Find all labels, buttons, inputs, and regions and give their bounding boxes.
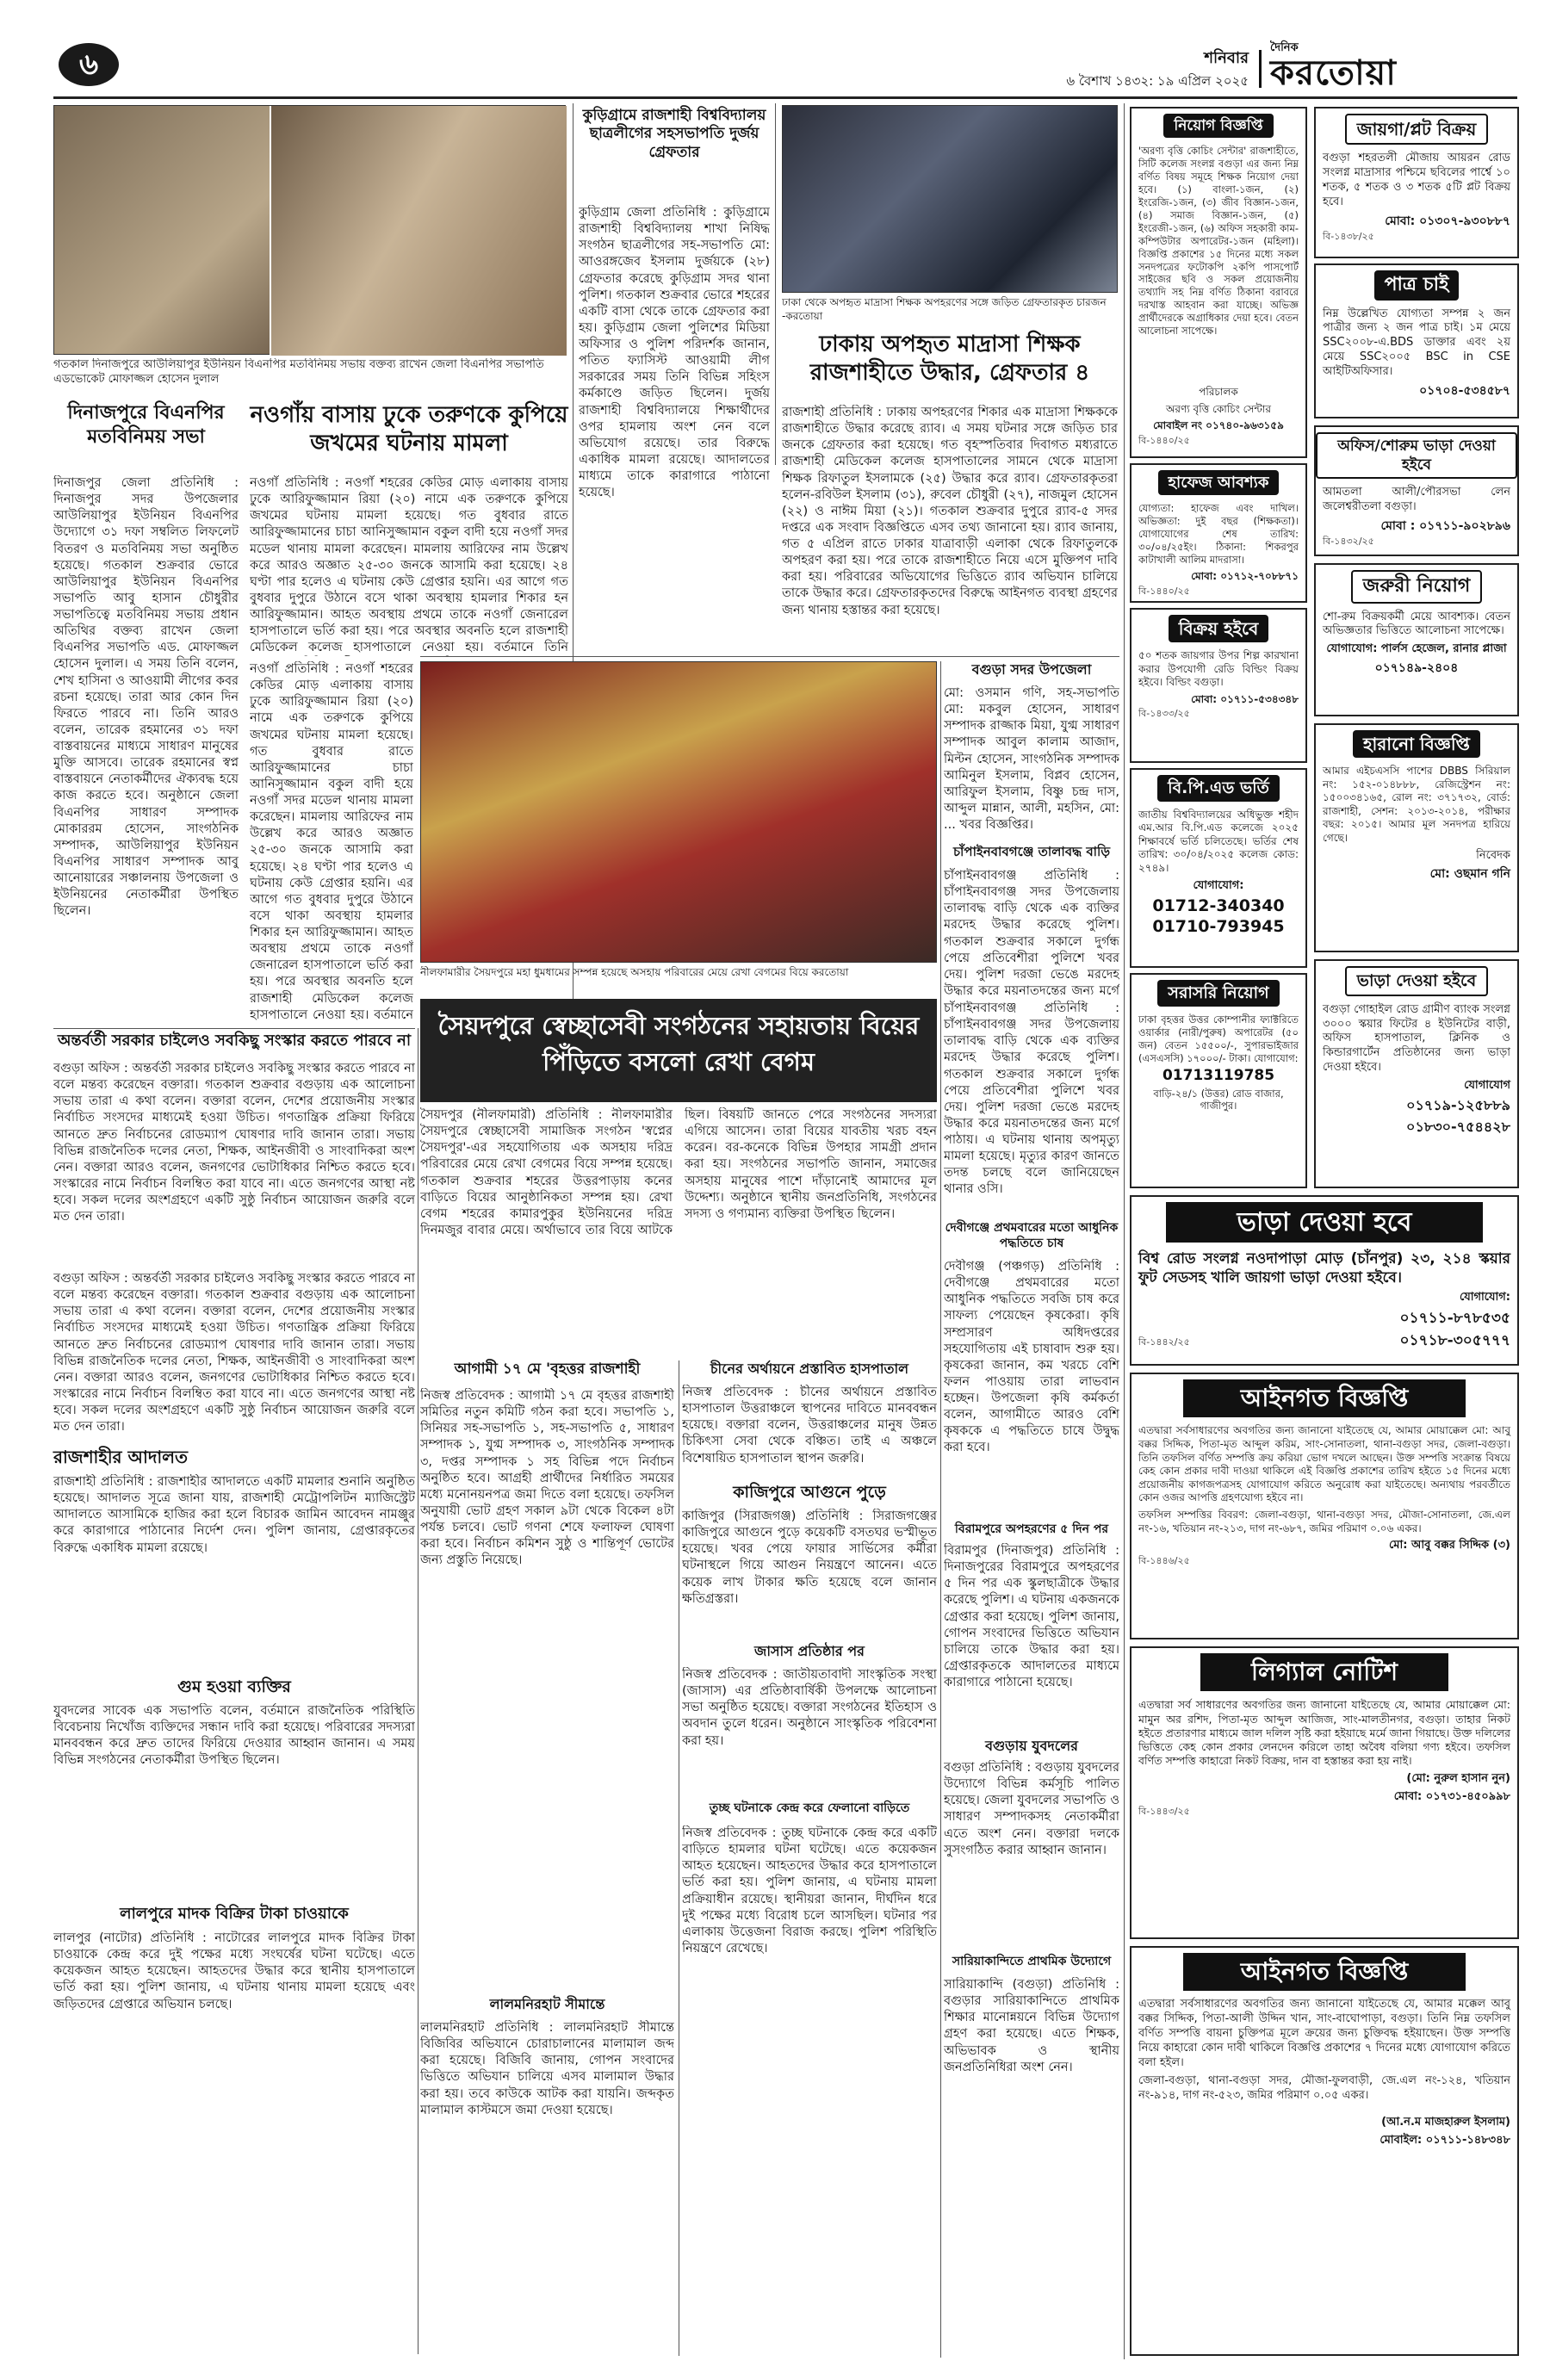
ad-jayga-body: বগুড়া শহরতলী মৌজায় আয়রন রোড সংলগ্ন মাদ্রাসার পশ্চিমে ছবিলের পার্শ্বে ১০ শতক, ৫ শতক ও ৩ শতক ৫টি প্লট বিক্রয় হবে। <box>1323 152 1510 208</box>
madrasa-headline: ঢাকায় অপহৃত মাদ্রাসা শিক্ষক রাজশাহীতে উদ্ধার, গ্রেফতার ৪ <box>809 332 1090 386</box>
wedding-headline-banner <box>420 999 937 1102</box>
chapai-headline: চাঁপাইনবাবগঞ্জে তালাবদ্ধ বাড়ি <box>952 844 1111 859</box>
interim-body-cont <box>53 1271 415 1443</box>
jasas-body: নিজস্ব প্রতিবেদক : জাতীয়তাবাদী সাংস্কৃতিক সংস্থা (জাসাস) এর প্রতিষ্ঠাবার্ষিকী উপলক্ষে আলোচনা সভা অনুষ্ঠিত হয়েছে। বক্তারা সংগঠনের ইতিহাস ও অবদান তুলে ধরেন। অনুষ্ঠানে সাংস্কৃতিক পরিবেশনা করা হয়। <box>682 1668 937 1748</box>
ad-bhara1-title: ভাড়া দেওয়া হইবে <box>1345 966 1488 996</box>
ad-bped-title: বি.পি.এড ভর্তি <box>1157 775 1280 802</box>
ad-legal-title: লিগ্যাল নোটিশ <box>1250 1658 1398 1686</box>
rajshahi-rally-headline: আগামী ১৭ মে 'বৃহত্তর রাজশাহী <box>454 1360 641 1378</box>
ad-bhara1 <box>1314 959 1519 1188</box>
ad-bped-contact: যোগাযোগ: <box>1193 878 1244 892</box>
ad-bped-phone2: 01710-793945 <box>1152 917 1285 937</box>
rajshahi-court-body: রাজশাহী প্রতিনিধি : রাজশাহীর আদালতে একটি মামলার শুনানি অনুষ্ঠিত হয়েছে। আদালত সূত্রে জানা যায়, রাজশাহী মেট্রোপলিটন ম্যাজিস্ট্রেট আদালতে আসামিকে হাজির করা হলে বিচারক জামিন আবেদন নামঞ্জুর করে কারাগারে পাঠানোর নির্দেশ দেন। পুলিশ জানায়, গ্রেপ্তারকৃতের বিরুদ্ধে একাধিক মামলা রয়েছে। <box>53 1475 415 1555</box>
ad-bhara2-body: বিশ্ব রোড সংলগ্ন নওদাপাড়া মোড় (চাঁনপুর) ২৩, ২১৪ স্কয়ার ফুট সেডসহ খালি জায়গা ভাড়া দেওয়া হইবে। <box>1138 1250 1510 1287</box>
madrasa-photo-caption: ঢাকা থেকে অপহৃত মাদ্রাসা শিক্ষক অপহরণের সঙ্গে জড়িত গ্রেফতারকৃত চারজন -করতোয়া <box>782 296 1107 322</box>
ad-bhara1-phone: ০১৭১৯-১২৫৮৮৯ <box>1406 1097 1510 1114</box>
bogura-sadar-headline: বগুড়া সদর উপজেলা <box>971 661 1092 678</box>
paper-logo-small: দৈনিক <box>1270 41 1299 54</box>
bogura-youth-headline: বগুড়ায় যুবদলের <box>985 1738 1078 1754</box>
ad-harano-contact: নিবেদক <box>1476 848 1510 862</box>
ad-sorasori-address: বাড়ি-২৪/১ (উত্তর) রোড বাজার, গাজীপুর। <box>1153 1087 1284 1113</box>
masthead-divider <box>1259 50 1262 88</box>
ad-sorasori-body: ঢাকা বৃহত্তর উত্তর কোম্পানীর ফ্যাক্টরিতে ওয়ার্কার (নারী/পুরুষ) অপারেটর (৫০ জন) বেতন ১৫৫০০/-, সুপারভাইজার (এসএসসি) ১৭০০০/- টাকা। যোগাযোগ: <box>1138 1013 1299 1064</box>
ad-office-code: বি-১৪৩২/২৫ <box>1323 536 1374 548</box>
missing-body: যুবদলের সাবেক এক সভাপতি বলেন, বর্তমানে রাজনৈতিক পরিস্থিতি বিবেচনায় নিখোঁজ ব্যক্তিদের সন্ধান দাবি করা হয়েছে। পরিবারের সদস্যরা মানববন্ধন করে দ্রুত তাদের ফিরিয়ে দেওয়ার আহ্বান জানান। এ সময় বিভিন্ন সংগঠনের নেতাকর্মীরা উপস্থিত ছিলেন। <box>53 1704 415 1768</box>
ad-office-phone: মোবা : ০১৭১১-৯০২৮৯৬ <box>1380 518 1510 533</box>
interim-body: বগুড়া অফিস : অন্তর্বর্তী সরকার চাইলেও সবকিছু সংস্কার করতে পারবে না বলে মন্তব্য করেছেন বক্তারা। গতকাল শুক্রবার বগুড়ায় এক আলোচনা সভায় তারা এ কথা বলেন। বক্তারা বলেন, দেশের প্রয়োজনীয় সংস্কার নির্বাচিত সংসদের মাধ্যমেই হওয়া উচিত। গণতান্ত্রিক প্রক্রিয়া ফিরিয়ে আনতে দ্রুত নির্বাচনের রোডম্যাপ ঘোষণার দাবি জানান তারা। সভায় বিভিন্ন রাজনৈতিক দলের নেতা, শিক্ষক, আইনজীবী ও সাংবাদিকরা অংশ নেন। বক্তারা আরও বলেন, জনগণের ভোটাধিকার নিশ্চিত করতে হবে। সংস্কারের নামে নির্বাচন বিলম্বিত করা যাবে না। এতে জনগণের আস্থা নষ্ট হবে। সকল দলের অংশগ্রহণে একটি সুষ্ঠু নির্বাচন আয়োজন জরুরি বলে মত দেন তারা। <box>53 1062 415 1224</box>
ad-niyog <box>1130 107 1307 458</box>
ad-patro-phone: ০১৭০৪-৫৩৪৫৮৭ <box>1419 384 1510 399</box>
ad-niyog-phone: মোবাইল নং ০১৭৪০-৯৬৩১৫৯ <box>1153 419 1284 432</box>
ad-niyog-body: 'অরণ্য বৃত্তি কোচিং সেন্টার' রাজশাহীতে, সিটি কলেজ সংলগ্ন বগুড়া এর জন্য নিম্ন বর্ণিত বিষয় সমূহে শিক্ষক নিয়োগ দেয়া হবে। (১) বাংলা-১জন, (২) ইংরেজি-১জন, (৩) জীব বিজ্ঞান-১জন, (৪) সমাজ বিজ্ঞান-১জন, (৫) ইংরেজী-১জন, (৬) অফিস সহকারী কাম-কম্পিউটার অপারেটর-১জন (মহিলা)। বিজ্ঞপ্তি প্রকাশের ১৫ দিনের মধ্যে সকল সনদপত্রের ফটোকপি ২কপি পাসপোর্ট সাইজের ছবি ও সকল প্রয়োজনীয় তথ্যাদি সহ নিম্ন বর্ণিত ঠিকানা বরাবরে দরখাস্ত আহবান করা যাচ্ছে। অভিজ্ঞ প্রার্থীদেরকে অগ্রাধিকার দেয়া হবে। বেতন আলোচনা সাপেক্ষে। <box>1138 145 1299 338</box>
paper-logo-name: করতোয়া <box>1270 53 1397 93</box>
birampur-headline: বিরামপুরে অপহরণের ৫ দিন পর <box>954 1522 1109 1536</box>
rajshahi-rally-body: নিজস্ব প্রতিবেদক : আগামী ১৭ মে বৃহত্তর রাজশাহী সমিতির নতুন কমিটি গঠন করা হবে। সভাপতি ১, সিনিয়র সহ-সভাপতি ১, সহ-সভাপতি ৫, সাধারণ সম্পাদক ১, যুগ্ম সম্পাদক ৩, সাংগঠনিক সম্পাদক ৩, দপ্তর সম্পাদক ১ সহ বিভিন্ন পদে নির্বাচন অনুষ্ঠিত হবে। আগ্রহী প্রার্থীদের নির্ধারিত সময়ের মধ্যে মনোনয়নপত্র জমা দিতে বলা হয়েছে। তফসিল অনুযায়ী ভোট গ্রহণ সকাল ৯টা থেকে বিকেল ৪টা পর্যন্ত চলবে। ভোট গণনা শেষে ফলাফল ঘোষণা করা হবে। নির্বাচন কমিশন সুষ্ঠু ও শান্তিপূর্ণ ভোটের জন্য প্রস্তুতি নিয়েছে। <box>420 1389 674 1568</box>
ad-bhara1-contact: যোগাযোগ <box>1464 1079 1510 1093</box>
rajshahi-court-headline: রাজশাহীর আদালত <box>53 1447 189 1467</box>
dinajpur-headline: দিনাজপুরে বিএনপির মতবিনিময় সভা <box>67 402 225 448</box>
ad-bped-phone: 01712-340340 <box>1152 896 1285 915</box>
ad-ainggoto1-title-bar <box>1183 1379 1466 1417</box>
ad-bikroy <box>1130 608 1307 763</box>
ad-legal-body: এতদ্বারা সর্ব সাধারণের অবগতির জন্য জানানো যাইতেছে যে, আমার মোয়াক্কেল মো: মামুন অর রশিদ, পিতা-মৃত আব্দুল আজিজ, সাং-মালতীনগর, বগুড়া। তাহার নিকট হইতে প্রতারণার মাধ্যমে জাল দলিল সৃষ্টি করা হইয়াছে মর্মে জানা গিয়াছে। উক্ত দলিলের ভিত্তিতে কেহ কোন প্রকার লেনদেন করিলে তাহা অবৈধ বলিয়া গণ্য হইবে। তফসিল বর্ণিত সম্পত্তি কাহারো নিকট বিক্রয়, দান বা হস্তান্তর করা হয় নাই। <box>1138 1698 1510 1768</box>
photo-inset <box>270 106 567 356</box>
kajipur-fire-body: কাজিপুর (সিরাজগঞ্জ) প্রতিনিধি : সিরাজগঞ্জের কাজিপুরে আগুনে পুড়ে কয়েকটি বসতঘর ভস্মীভূত হয়েছে। খবর পেয়ে ফায়ার সার্ভিসের কর্মীরা ঘটনাস্থলে গিয়ে আগুন নিয়ন্ত্রণে আনেন। এতে কয়েক লাখ টাকার ক্ষতি হয়েছে বলে জানান ক্ষতিগ্রস্তরা। <box>682 1509 937 1606</box>
wedding-photo-caption: নীলফামারীর সৈয়দপুরে মহা ধুমধামের সম্পন্ন হয়েছে অসহায় পরিবারের মেয়ে রেখা বেগমের বিয়ে করতোয়া <box>420 966 849 978</box>
wedding-photo <box>420 661 937 963</box>
interim-headline: অন্তর্বর্তী সরকার চাইলেও সবকিছু সংস্কার করতে পারবে না <box>57 1032 412 1050</box>
debiganj-body: দেবীগঞ্জ (পঞ্চগড়) প্রতিনিধি : দেবীগঞ্জে প্রথমবারের মতো আধুনিক পদ্ধতিতে সবজি চাষ করে সাফল্য পেয়েছেন কৃষকেরা। কৃষি সম্প্রসারণ অধিদপ্তরের সহযোগিতায় এই চাষাবাদ শুরু হয়। কৃষকেরা জানান, কম খরচে বেশি ফলন পাওয়ায় তারা লাভবান হচ্ছেন। উপজেলা কৃষি কর্মকর্তা বলেন, আগামীতে আরও বেশি কৃষককে এ পদ্ধতিতে চাষে উদ্বুদ্ধ করা হবে। <box>944 1260 1119 1455</box>
ad-ainggoto2-title-bar <box>1183 1953 1466 1991</box>
kajipur-fire-headline: কাজিপুরে আগুনে পুড়ে <box>733 1483 886 1502</box>
ad-office-title: অফিস/শোরুম ভাড়া দেওয়া হইবে <box>1316 432 1517 479</box>
ad-ainggoto1-code: বি-১৪৪৬/২৫ <box>1138 1555 1190 1567</box>
column-rule <box>1124 103 1125 2359</box>
ad-ainggoto2-phone: মোবাইল: ০১৭১১-১৪৮৩৪৮ <box>1380 2133 1510 2147</box>
shariakandi-body: সারিয়াকান্দি (বগুড়া) প্রতিনিধি : বগুড়ার সারিয়াকান্দিতে প্রাথমিক শিক্ষার মানোন্নয়নে বিভিন্ন উদ্যোগ গ্রহণ করা হয়েছে। এতে শিক্ষক, অভিভাবক ও স্থানীয় জনপ্রতিনিধিরা অংশ নেন। <box>944 1978 1119 2074</box>
kurigram-headline: কুড়িগ্রামে রাজশাহী বিশ্ববিদ্যালয় ছাত্রলীগের সহসভাপতি দুর্জয় গ্রেফতার <box>582 107 766 161</box>
lalmonirhat-body: লালমনিরহাট প্রতিনিধি : লালমনিরহাট সীমান্তে বিজিবির অভিযানে চোরাচালানের মালামাল জব্দ করা হয়েছে। বিজিবি জানায়, গোপন সংবাদের ভিত্তিতে অভিযান চালিয়ে এসব মালামাল উদ্ধার করা হয়। তবে কাউকে আটক করা যায়নি। জব্দকৃত মালামাল কাস্টমসে জমা দেওয়া হয়েছে। <box>420 2021 674 2117</box>
top-photo <box>53 105 566 355</box>
ad-legal-phone: মোবা: ০১৭৩১-৪৫০৯৯৮ <box>1393 1789 1510 1803</box>
missing-headline: গুম হওয়া ব্যক্তির <box>177 1677 291 1696</box>
ad-niyog-address: অরণ্য বৃত্তি কোচিং সেন্টার <box>1165 402 1271 415</box>
ad-harano <box>1314 723 1519 952</box>
ad-jayga <box>1314 107 1519 258</box>
madrasa-body: রাজশাহী প্রতিনিধি : ঢাকায় অপহরণের শিকার এক মাদ্রাসা শিক্ষককে রাজশাহীতে উদ্ধার করেছে র‌্যাব। এ সময় ঘটনার সঙ্গে জড়িত চার জনকে গ্রেফতার করা হয়েছে। গত বৃহস্পতিবার দিবাগত মধ্যরাতে রাজশাহী মেডিকেল কলেজ হাসপাতালের সামনে থেকে মাদ্রাসা শিক্ষক রিফাতুল ইসলামকে (২৫) উদ্ধার করে র‌্যাব। গ্রেফতারকৃতরা হলেন-রবিউল ইসলাম (৩১), রুবেল চৌধুরী (২৭), নাজমুল হোসেন (২২) ও নাঈম মিয়া (২১)। গতকাল শুক্রবার দুপুরে র‌্যাব-৫ সদর দপ্তরে এক সংবাদ বিজ্ঞপ্তিতে এসব তথ্য জানানো হয়। র‌্যাব জানায়, গত ৫ এপ্রিল রাতে ঢাকার যাত্রাবাড়ী এলাকা থেকে রিফাতুলকে অপহরণ করা হয়। পরে তাকে রাজশাহীতে নিয়ে এসে মুক্তিপণ দাবি করা হয়। পরিবারের অভিযোগের ভিত্তিতে র‌্যাব অভিযান চালিয়ে তাকে উদ্ধার করে। গ্রেফতারকৃতদের বিরুদ্ধে আইনগত ব্যবস্থা গ্রহণের জন্য থানায় হস্তান্তর করা হয়েছে। <box>782 406 1118 617</box>
wedding-body: সৈয়দপুর (নীলফামারী) প্রতিনিধি : নীলফামারীর সৈয়দপুরে স্বেচ্ছাসেবী সামাজিক সংগঠন 'স্বপ্নের সৈয়দপুর'-এর সহযোগিতায় এক অসহায় দরিদ্র পরিবারের মেয়ে রেখা বেগমের বিয়ে সম্পন্ন হয়েছে। গতকাল শুক্রবার শহরের উত্তরপাড়ায় কনের বাড়িতে বিয়ের আনুষ্ঠানিকতা সম্পন্ন হয়। রেখা বেগম শহরের কামারপুকুর ইউনিয়নের দরিদ্র দিনমজুর বাবার মেয়ে। অর্থাভাবে তার বিয়ে আটকে ছিল। বিষয়টি জানতে পেরে সংগঠনের সদস্যরা এগিয়ে আসেন। তারা বিয়ের যাবতীয় খরচ বহন করেন। বর-কনেকে বিভিন্ন উপহার সামগ্রী প্রদান করা হয়। সংগঠনের সভাপতি জানান, সমাজের অসহায় মানুষের পাশে দাঁড়ানোই আমাদের মূল উদ্দেশ্য। অনুষ্ঠানে স্থানীয় জনপ্রতিনিধি, সংগঠনের সদস্য ও গণ্যমান্য ব্যক্তিরা উপস্থিত ছিলেন। <box>420 1108 937 1237</box>
ad-ainggoto1-schedule: তফসিল সম্পত্তির বিবরণ: জেলা-বগুড়া, থানা-বগুড়া সদর, মৌজা-সোনাতলা, জে.এল নং-১৬, খতিয়ান নং-২১৩, দাগ নং-৬৮৭, জমির পরিমাণ ০.০৬ একর। <box>1138 1508 1510 1534</box>
trivial-body: নিজস্ব প্রতিবেদক : তুচ্ছ ঘটনাকে কেন্দ্র করে একটি বাড়িতে হামলার ঘটনা ঘটেছে। এতে কয়েকজন আহত হয়েছেন। আহতদের উদ্ধার করে হাসপাতালে ভর্তি করা হয়। পুলিশ জানায়, এ ঘটনায় মামলা প্রক্রিয়াধীন রয়েছে। স্থানীয়রা জানান, দীর্ঘদিন ধরে দুই পক্ষের মধ্যে বিরোধ চলে আসছিল। ঘটনার পর এলাকায় উত্তেজনা বিরাজ করছে। পুলিশ পরিস্থিতি নিয়ন্ত্রণে রেখেছে। <box>682 1826 937 1955</box>
ad-jayga-code: বি-১৪৩৮/২৫ <box>1323 230 1374 242</box>
chapai-body: চাঁপাইনবাবগঞ্জ প্রতিনিধি : চাঁপাইনবাবগঞ্জ সদর উপজেলায় তালাবদ্ধ বাড়ি থেকে এক ব্যক্তির মরদেহ উদ্ধার করেছে পুলিশ। গতকাল শুক্রবার সকালে দুর্গন্ধ পেয়ে প্রতিবেশীরা পুলিশে খবর দেয়। পুলিশ দরজা ভেঙে মরদেহ উদ্ধার করে ময়নাতদন্তের জন্য মর্গে <box>944 869 1119 997</box>
ad-jayga-phone: মোবা: ০১৩০৭-৯৩০৮৮৭ <box>1385 214 1510 228</box>
ad-ainggoto1-signature: মো: আবু বক্কর সিদ্দিক (৩) <box>1389 1539 1510 1553</box>
bogura-sadar-body: মো: ওসমান গণি, সহ-সভাপতি মো: মকবুল হোসেন, সাধারণ সম্পাদক রাজ্জাক মিয়া, যুগ্ম সাধারণ সম্পাদক আবুল কালাম আজাদ, মিল্টন হোসেন, সাংগঠনিক সম্পাদক আমিনুল ইসলাম, বিপ্লব হোসেন, আরিফুল ইসলাম, বিষ্ণু চন্দ্র দাস, আব্দুল মান্নান, আলী, মহসিন, মো: ... খবর বিজ্ঞপ্তির। <box>944 686 1119 832</box>
ad-bikroy-body: ৫০ শতক জায়গার উপর শিল্প কারখানা করার উপযোগী রেডি বিল্ডিং বিক্রয় হইবে। বিল্ডিং বগুড়া। <box>1138 649 1299 689</box>
ad-bhara2-title-bar <box>1166 1202 1483 1243</box>
ad-bikroy-code: বি-১৪৩৩/২৫ <box>1138 708 1190 720</box>
lalpur-headline: লালপুরে মাদক বিক্রির টাকা চাওয়াকে <box>120 1905 349 1923</box>
ad-ainggoto2-schedule: জেলা-বগুড়া, থানা-বগুড়া সদর, মৌজা-ফুলবাড়ী, জে.এল নং-১২৪, খতিয়ান নং-৯১৪, দাগ নং-৫২৩, জমির পরিমাণ ০.০৫ একর। <box>1138 2073 1510 2102</box>
ad-legal-code: বি-১৪৪৩/২৫ <box>1138 1806 1190 1818</box>
ad-harano-body: আমার এইচএসসি পাশের DBBS সিরিয়াল নং: ১৫২-০১৪৮৮৮, রেজিস্ট্রেশন নং: ১৫০০৩৪১৬৫, রোল নং: ৩৭১৭৩২, বোর্ড: রাজশাহী, সেশন: ২০১৩-২০১৪, পরীক্ষার বছর: ২০১৫। আমার মূল সনদপত্র হারিয়ে গেছে। <box>1323 765 1510 844</box>
ad-hafez-code: বি-১৪৪০/২৫ <box>1138 585 1190 597</box>
china-hospital-headline: চীনের অর্থায়নে প্রস্তাবিত হাসপাতাল <box>710 1360 909 1377</box>
ad-bikroy-title: বিক্রয় হইবে <box>1169 615 1268 642</box>
shariakandi-headline: সারিয়াকান্দিতে প্রাথমিক উদ্যোগে <box>952 1955 1112 1968</box>
ad-jaruri-body: শো-রুম বিক্রয়কর্মী মেয়ে আবশ্যক। বেতন অভিজ্ঞতার ভিত্তিতে আলোচনা সাপেক্ষে। <box>1323 610 1510 638</box>
ad-office-body: আমতলা আলী/পৌরসভা লেন জলেশ্বরীতলা বগুড়া। <box>1323 486 1510 514</box>
ad-sorasori <box>1130 973 1307 1188</box>
issue-date: ৬ বৈশাখ ১৪৩২: ১৯ এপ্রিল ২০২৫ <box>1066 73 1249 90</box>
masthead-rule <box>53 96 1517 99</box>
ad-bhara1-phone2: ০১৮৩০-৭৫৪৪২৮ <box>1406 1118 1510 1135</box>
ad-hafez-phone: মোবা: ০১৭১২-৭০৮৮৭১ <box>1191 570 1299 583</box>
chapai-continued: চাঁপাইনবাবগঞ্জ প্রতিনিধি : চাঁপাইনবাবগঞ্জ সদর উপজেলায় তালাবদ্ধ বাড়ি থেকে এক ব্যক্তির মরদেহ উদ্ধার করেছে পুলিশ। গতকাল শুক্রবার সকালে দুর্গন্ধ পেয়ে প্রতিবেশীরা পুলিশে খবর দেয়। পুলিশ দরজা ভেঙে মরদেহ উদ্ধার করে ময়নাতদন্তের জন্য মর্গে পাঠায়। এ ঘটনায় থানায় অপমৃত্যু মামলা হয়েছে। মৃত্যুর কারণ জানতে তদন্ত চলছে বলে জানিয়েছেন থানার ওসি। <box>944 1001 1119 1197</box>
ad-ainggoto2-body: এতদ্বারা সর্বসাধারণের অবগতির জন্য জানানো যাইতেছে যে, আমার মক্কেল আবু বক্কর সিদ্দিক, পিতা-আলী উদ্দিন খান, সাং-বাঘোপাড়া, বগুড়া। তিনি নিম্ন তফসিল বর্ণিত সম্পত্তি বায়না চুক্তিপত্র মূলে ক্রয়ের জন্য চুক্তিবদ্ধ হইয়াছেন। উক্ত সম্পত্তি নিয়ে কাহারো কোন দাবী থাকিলে বিজ্ঞপ্তি প্রকাশের ৭ দিনের মধ্যে যোগাযোগ করিতে বলা হইল। <box>1138 1998 1510 2069</box>
ad-bhara1-body: বগুড়া গোহাইল রোড গ্রামীণ ব্যাংক সংলগ্ন ৩০০০ স্কয়ার ফিটের ৪ ইউনিটের বাড়ী, অফিস হাসপাতাল, ক্লিনিক ও কিন্ডারগার্টেন প্রতিষ্ঠানের জন্য ভাড়া দেওয়া হইবে। <box>1323 1002 1510 1075</box>
ad-bhara2-code: বি-১৪৪২/২৫ <box>1138 1336 1190 1348</box>
dinajpur-body: দিনাজপুর জেলা প্রতিনিধি : দিনাজপুর সদর উপজেলার আউলিয়াপুর ইউনিয়ন বিএনপির উদ্যোগে ৩১ দফা সম্বলিত লিফলেট বিতরণ ও মতবিনিময় সভা অনুষ্ঠিত হয়েছে। গতকাল শুক্রবার ভোরে আউলিয়াপুর ইউনিয়ন বিএনপির সভাপতি আবু হাসান চৌধুরীর সভাপতিত্বে মতবিনিময় সভায় প্রধান অতিথির বক্তব্য রাখেন জেলা বিএনপির সভাপতি এড. মোফাজ্জল হোসেন দুলাল। এ সময় তিনি বলেন, শেখ হাসিনা ও আওয়ামী লীগের কবর রচনা হয়েছে। তারা আর কোন দিন ফিরতে পারবে না। তিনি আরও বলেন, তারেক রহমানের ৩১ দফা বাস্তবায়নের মাধ্যমে সাধারণ মানুষের মুক্তি আসবে। তারেক রহমানের স্বপ্ন বাস্তবায়নে নেতাকর্মীদের ঐক্যবদ্ধ হয়ে কাজ করতে হবে। অনুষ্ঠানে জেলা বিএনপির সাধারণ সম্পাদক মোকাররম হোসেন, সাংগঠনিক সম্পাদক, আউলিয়াপুর ইউনিয়ন বিএনপির সাধারণ সম্পাদক আবু আনোয়ারের সঞ্চালনায় উপজেলা ও ইউনিয়নের নেতাকর্মীরা উপস্থিত ছিলেন। <box>53 476 239 919</box>
ad-jayga-title: জায়গা/প্লট বিক্রয় <box>1345 114 1489 145</box>
naogaon-body-cont <box>250 661 413 1023</box>
section-rule <box>420 656 1119 657</box>
ad-bped <box>1130 768 1307 968</box>
column-rule <box>775 103 776 465</box>
masthead <box>0 0 1550 95</box>
ad-ainggoto2 <box>1130 1946 1519 2356</box>
wedding-headline: সৈয়দপুরে স্বেচ্ছাসেবী সংগঠনের সহায়তায় বিয়ের পিঁড়িতে বসলো রেখা বেগম <box>437 1011 920 1077</box>
ad-harano-title: হারানো বিজ্ঞপ্তি <box>1353 730 1480 758</box>
page-number: ৬ <box>78 47 99 82</box>
china-hospital-body: নিজস্ব প্রতিবেদক : চীনের অর্থায়নে প্রস্তাবিত হাসপাতাল উত্তরাঞ্চলে স্থাপনের দাবিতে মানববন্ধন হয়েছে। বক্তারা বলেন, উত্তরাঞ্চলের মানুষ উন্নত চিকিৎসা সেবা থেকে বঞ্চিত। তাই এ অঞ্চলে বিশেষায়িত হাসপাতাল স্থাপন জরুরি। <box>682 1385 937 1466</box>
jasas-headline: জাসাস প্রতিষ্ঠার পর <box>754 1643 865 1659</box>
ad-harano-phone: মো: ওছমান গনি <box>1429 867 1510 882</box>
column-rule <box>940 661 941 2358</box>
ad-sorasori-title: সরাসরি নিয়োগ <box>1157 980 1279 1007</box>
ad-jaruri-title: জরুরী নিয়োগ <box>1351 570 1483 604</box>
section-rule <box>53 1028 415 1029</box>
bogura-youth-body: বগুড়া প্রতিনিধি : বগুড়ায় যুবদলের উদ্যোগে বিভিন্ন কর্মসূচি পালিত হয়েছে। জেলা যুবদলের সভাপতি ও সাধারণ সম্পাদকসহ নেতাকর্মীরা এতে অংশ নেন। বক্তারা দলকে সুসংগঠিত করার আহ্বান জানান। <box>944 1761 1119 1857</box>
ad-bped-body: জাতীয় বিশ্ববিদ্যালয়ের অধিভুক্ত শহীদ এম.আর বি.পি.এড কলেজে ২০২৫ শিক্ষাবর্ষে ভর্তি চলিতেছে। ভর্তির শেষ তারিখ: ৩০/০৪/২০২৫ কলেজ কোড: ২৭৪৯। <box>1138 808 1299 875</box>
naogaon-body: নওগাঁ প্রতিনিধি : নওগাঁ শহরের কেডির মোড় এলাকায় বাসায় ঢুকে আরিফুজ্জামান রিয়া (২০) নামে এক তরুণকে কুপিয়ে জখমের ঘটনায় মামলা হয়েছে। গত বুধবার রাতে আরিফুজ্জামানের চাচা আনিসুজ্জামান বকুল বাদী হয়ে নওগাঁ সদর মডেল থানায় মামলা করেছেন। মামলায় আরিফের নাম উল্লেখ করে আরও অজ্ঞাত ২৫-৩০ জনকে আসামি করা হয়েছে। ২৪ ঘণ্টা পার হলেও এ ঘটনায় কেউ গ্রেপ্তার হয়নি। এর আগে গত বুধবার দুপুরে উঠানে বসে থাকা অবস্থায় হামলার শিকার হন আরিফুজ্জামান। আহত অবস্থায় প্রথমে তাকে নওগাঁ জেনারেল হাসপাতালে ভর্তি করা হয়। পরে অবস্থার অবনতি হলে রাজশাহী মেডিকেল কলেজ হাসপাতালে নেওয়া হয়। বর্তমানে তিনি <box>250 476 568 655</box>
interim-continued: বগুড়া অফিস : অন্তর্বর্তী সরকার চাইলেও সবকিছু সংস্কার করতে পারবে না বলে মন্তব্য করেছেন বক্তারা। গতকাল শুক্রবার বগুড়ায় এক আলোচনা সভায় তারা এ কথা বলেন। বক্তারা বলেন, দেশের প্রয়োজনীয় সংস্কার নির্বাচিত সংসদের মাধ্যমেই হওয়া উচিত। গণতান্ত্রিক প্রক্রিয়া ফিরিয়ে আনতে দ্রুত নির্বাচনের রোডম্যাপ ঘোষণার দাবি জানান তারা। সভায় বিভিন্ন রাজনৈতিক দলের নেতা, শিক্ষক, আইনজীবী ও সাংবাদিকরা অংশ নেন। বক্তারা আরও বলেন, জনগণের ভোটাধিকার নিশ্চিত করতে হবে। সংস্কারের নামে নির্বাচন বিলম্বিত করা যাবে না। এতে জনগণের আস্থা নষ্ট হবে। সকল দলের অংশগ্রহণে একটি সুষ্ঠু নির্বাচন আয়োজন জরুরি বলে মত দেন তারা। <box>53 1272 415 1435</box>
debiganj-headline: দেবীগঞ্জে প্রথমবারের মতো আধুনিক পদ্ধতিতে চাষ <box>945 1221 1119 1250</box>
chapai-body-cont <box>944 1001 1119 1216</box>
kurigram-body: কুড়িগ্রাম জেলা প্রতিনিধি : কুড়িগ্রামে রাজশাহী বিশ্ববিদ্যালয় শাখা নিষিদ্ধ সংগঠন ছাত্রলীগের সহ-সভাপতি মো: আওরঙ্গজেব ইসলাম দুর্জয়কে (২৮) গ্রেফতার করেছে কুড়িগ্রাম সদর থানা পুলিশ। গতকাল শুক্রবার ভোরে শহরের একটি বাসা থেকে তাকে গ্রেফতার করা হয়। কুড়িগ্রাম জেলা পুলিশের মিডিয়া অফিসার ও পুলিশ পরিদর্শক জানান, পতিত ফ্যাসিস্ট আওয়ামী লীগ সরকারের সময় তিনি বিভিন্ন সহিংস কর্মকাণ্ডে জড়িত ছিলেন। দুর্জয় রাজশাহী বিশ্ববিদ্যালয়ে শিক্ষার্থীদের ওপর হামলায় অংশ নেন বলে অভিযোগ রয়েছে। তার বিরুদ্ধে একাধিক মামলা রয়েছে। আদালতের মাধ্যমে তাকে কারাগারে পাঠানো হয়েছে। <box>579 206 770 500</box>
ad-patro-body: নিম্ন উল্লেখিত যোগ্যতা সম্পন্ন ২ জন পাত্রীর জন্য ২ জন পাত্র চাই। ১ম মেয়ে SSC২০০৮-এ.BDS ডাক্তার এবং ২য় মেয়ে SSC২০০৫ BSC in CSE আইটিঅফিসার। <box>1323 307 1510 379</box>
top-photo-caption: গতকাল দিনাজপুরে আউলিয়াপুর ইউনিয়ন বিএনপির মতবিনিময় সভায় বক্তব্য রাখেন জেলা বিএনপির সভাপতি এডভোকেট মোফাজ্জল হোসেন দুলাল <box>53 358 544 386</box>
ad-niyog-contact: পরিচালক <box>1199 386 1238 399</box>
ad-jaruri <box>1314 563 1519 716</box>
ad-hafez <box>1130 463 1307 603</box>
madrasa-photo <box>782 105 1118 293</box>
ad-niyog-code: বি-১৪৪০/২৫ <box>1138 434 1190 446</box>
date-block <box>990 48 1249 90</box>
ad-legal-title-bar <box>1200 1653 1448 1691</box>
ad-bhara2-title: ভাড়া দেওয়া হবে <box>1237 1207 1412 1237</box>
ad-legal <box>1130 1646 1519 1939</box>
ad-ainggoto1-title: আইনগত বিজ্ঞপ্তি <box>1240 1384 1409 1412</box>
naogaon-continued: নওগাঁ প্রতিনিধি : নওগাঁ শহরের কেডির মোড় এলাকায় বাসায় ঢুকে আরিফুজ্জামান রিয়া (২০) নামে এক তরুণকে কুপিয়ে জখমের ঘটনায় মামলা হয়েছে। গত বুধবার রাতে আরিফুজ্জামানের চাচা আনিসুজ্জামান বকুল বাদী হয়ে নওগাঁ সদর মডেল থানায় মামলা করেছেন। মামলায় আরিফের নাম উল্লেখ করে আরও অজ্ঞাত ২৫-৩০ জনকে আসামি করা হয়েছে। ২৪ ঘণ্টা পার হলেও এ ঘটনায় কেউ গ্রেপ্তার হয়নি। এর আগে গত বুধবার দুপুরে উঠানে বসে থাকা অবস্থায় হামলার শিকার হন আরিফুজ্জামান। আহত অবস্থায় প্রথমে তাকে নওগাঁ জেনারেল হাসপাতালে ভর্তি করা হয়। পরে অবস্থার অবনতি হলে রাজশাহী মেডিকেল কলেজ হাসপাতালে নেওয়া হয়। বর্তমানে <box>250 662 413 1022</box>
ad-patro <box>1314 263 1519 418</box>
ad-jaruri-contact: যোগাযোগ: পার্লস হেজেল, রানার প্লাজা <box>1326 642 1507 656</box>
ad-bhara2-phone2: ০১৭১৮-৩০৫৭৭৭ <box>1399 1332 1510 1350</box>
paper-logo <box>1270 41 1520 93</box>
lalpur-body: লালপুর (নাটোর) প্রতিনিধি : নাটোরের লালপুরে মাদক বিক্রির টাকা চাওয়াকে কেন্দ্র করে দুই পক্ষের মধ্যে সংঘর্ষের ঘটনা ঘটেছে। এতে কয়েকজন আহত হয়েছেন। আহতদের উদ্ধার করে স্থানীয় হাসপাতালে ভর্তি করা হয়। পুলিশ জানায়, এ ঘটনায় থানায় মামলা হয়েছে এবং জড়িতদের গ্রেপ্তারে অভিযান চলছে। <box>53 1931 415 2011</box>
lalmonirhat-headline: লালমনিরহাট সীমান্তে <box>489 1996 605 2012</box>
ad-office <box>1314 425 1519 556</box>
ad-legal-signature: (মো: নুরুল হাসান নুন) <box>1406 1771 1510 1785</box>
ad-patro-title: পাত্র চাই <box>1374 270 1460 301</box>
ad-ainggoto2-signature: (আ.ন.ম মাজহারুল ইসলাম) <box>1381 2115 1510 2129</box>
trivial-headline: তুচ্ছ ঘটনাকে কেন্দ্র করে ফেলানো বাড়িতে <box>709 1801 910 1815</box>
ad-ainggoto1 <box>1130 1373 1519 1639</box>
ad-hafez-title: হাফেজ আবশ্যক <box>1158 470 1280 495</box>
page-number-badge <box>59 43 119 86</box>
ad-bikroy-phone: মোবা: ০১৭১১-৫৩৪৩৪৮ <box>1191 692 1299 705</box>
weekday: শনিবার <box>1204 49 1249 67</box>
ad-jaruri-phone: ০১৭১৪৯-২৪০৪ <box>1374 661 1459 676</box>
ad-bhara2 <box>1130 1195 1519 1366</box>
naogaon-headline: নওগাঁয় বাসায় ঢুকে তরুণকে কুপিয়ে জখমের ঘটনায় মামলা <box>250 402 568 456</box>
ad-bhara2-phone: ০১৭১১-৮৭৮৫৩৫ <box>1399 1310 1510 1328</box>
birampur-body: বিরামপুর (দিনাজপুর) প্রতিনিধি : দিনাজপুরের বিরামপুরে অপহরণের ৫ দিন পর এক স্কুলছাত্রীকে উদ্ধার করেছে পুলিশ। এ ঘটনায় একজনকে গ্রেপ্তার করা হয়েছে। পুলিশ জানায়, গোপন সংবাদের ভিত্তিতে অভিযান চালিয়ে তাকে উদ্ধার করা হয়। গ্রেপ্তারকৃতকে আদালতের মাধ্যমে কারাগারে পাঠানো হয়েছে। <box>944 1544 1119 1689</box>
ad-ainggoto2-title: আইনগত বিজ্ঞপ্তি <box>1240 1957 1409 1986</box>
ad-niyog-title: নিয়োগ বিজ্ঞপ্তি <box>1163 114 1273 138</box>
ad-ainggoto1-body: এতদ্বারা সর্বসাধারণের অবগতির জন্য জানানো যাইতেছে যে, আমার মোয়াক্কেল মো: আবু বক্কর সিদ্দিক, পিতা-মৃত আব্দুল করিম, সাং-সোনাতলা, থানা-বগুড়া সদর, জেলা-বগুড়া। তিনি তফসিল বর্ণিত সম্পত্তি ক্রয় করিয়া ভোগ দখলে আছেন। উক্ত সম্পত্তি সংক্রান্ত বিষয়ে কেহ কোন প্রকার দাবী দাওয়া থাকিলে এই বিজ্ঞপ্তি প্রকাশের তারিখ হইতে ১৫ দিনের মধ্যে প্রয়োজনীয় কাগজপত্রসহ যোগাযোগ করিতে অনুরোধ করা যাইতেছে। অন্যথায় পরবর্তীতে কোন ওজর আপত্তি গ্রহণযোগ্য হইবে না। <box>1138 1424 1510 1504</box>
ad-bhara2-contact: যোগাযোগ: <box>1459 1291 1510 1305</box>
ad-sorasori-phone: 01713119785 <box>1162 1067 1275 1085</box>
ad-hafez-body: যোগ্যতা: হাফেজ এবং দাখিল। অভিজ্ঞতা: দুই বছর (শিক্ষকতা)। যোগাযোগের শেষ তারিখ: ৩০/০৪/২৫ইং। ঠিকানা: শিকরপুর কাটাখালী আলিম মাদরাসা। <box>1138 502 1299 567</box>
